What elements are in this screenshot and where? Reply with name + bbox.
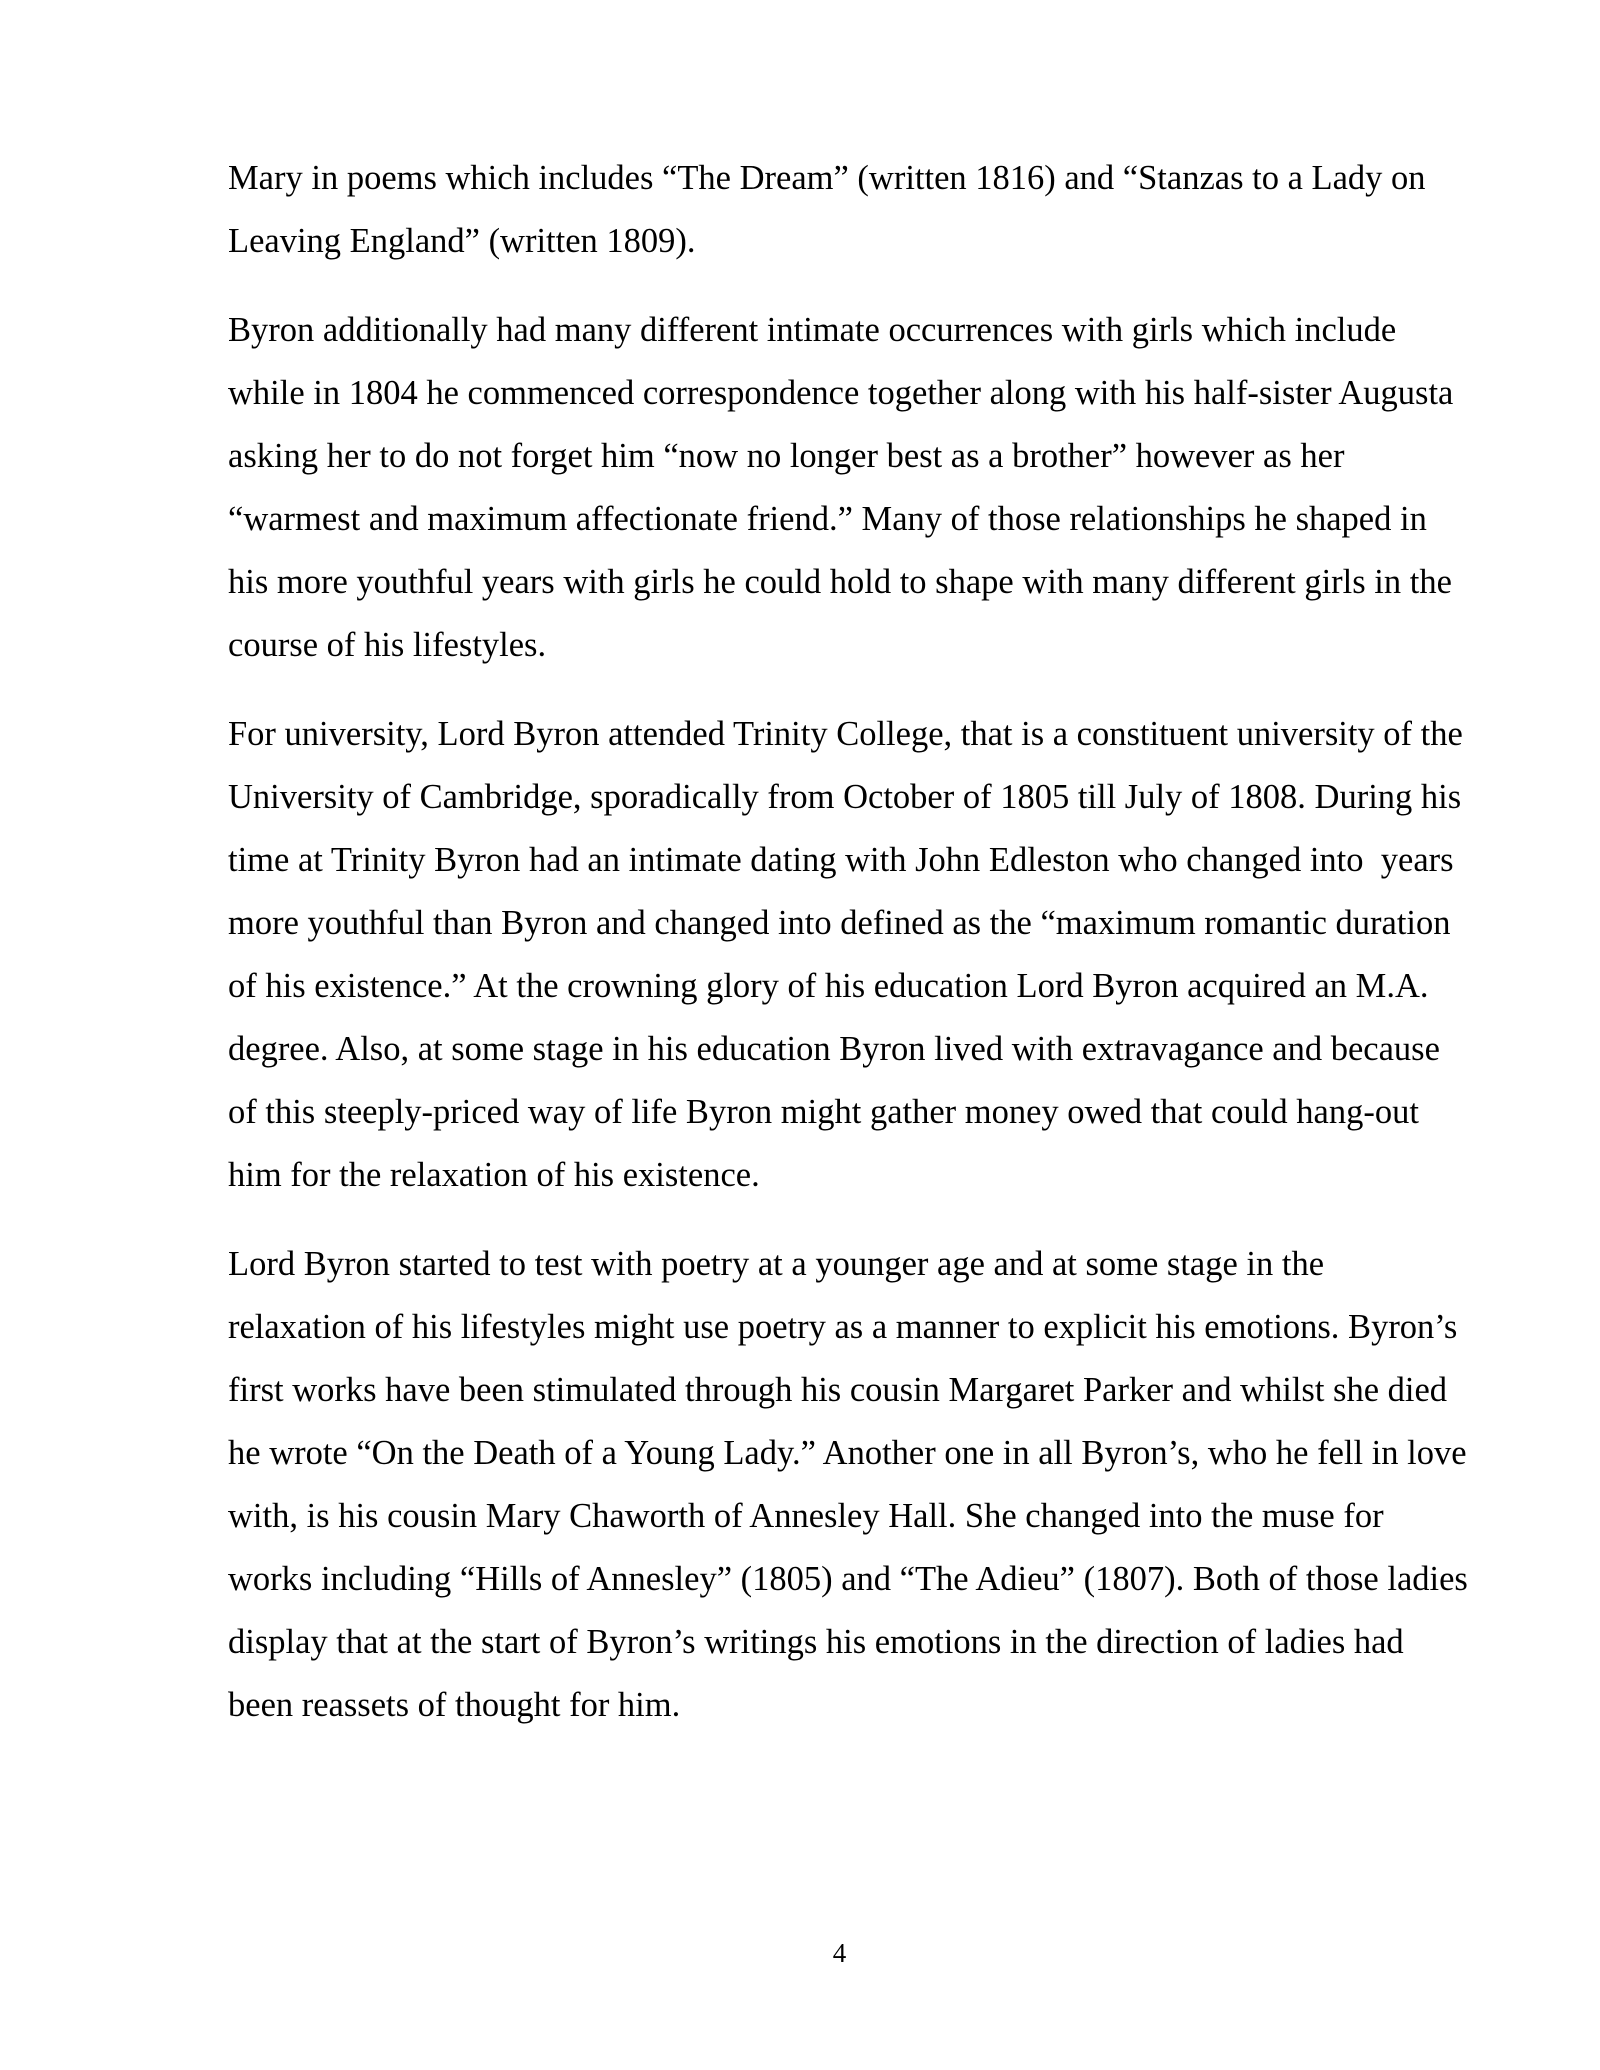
paragraph-1: Mary in poems which includes “The Dream” (written 1816) and “Stanzas to a Lady on Leaving England” (written 1809). xyxy=(228,159,1435,260)
page-number: 4 xyxy=(832,1938,847,1968)
paragraph-4: Lord Byron started to test with poetry at a younger age and at some stage in the relaxation of his lifestyles might use poetry as a manner to explicit his emotions. Byron’s first works have been stimulated through his cousin Margaret Parker and whilst she died he wrote “On the Death of a Young Lady.” Another one in all Byron’s, who he fell in love with, is his cousin Mary Chaworth of Annesley Hall. She changed into the muse for works including “Hills of Annesley” (1805) and “The Adieu” (1807). Both of those ladies display that at the start of Byron’s writings his emotions in the direction of ladies had been reassets of thought for him. xyxy=(228,1245,1477,1724)
paragraph-3: For university, Lord Byron attended Trinity College, that is a constituent university of the University of Cambridge, sporadically from October of 1805 till July of 1808. During his time at Trinity Byron had an intimate dating with John Edleston who changed into years more youthful than Byron and changed into defined as the “maximum romantic duration of his existence.” At the crowning glory of his education Lord Byron acquired an M.A. degree. Also, at some stage in his education Byron lived with extravagance and because of this steeply-priced way of life Byron might gather money owed that could hang-out him for the relaxation of his existence. xyxy=(228,715,1472,1194)
body-text xyxy=(228,147,1477,1763)
paragraph-2: Byron additionally had many different intimate occurrences with girls which include while in 1804 he commenced correspondence together along with his half-sister Augusta asking her to do not forget him “now no longer best as a brother” however as her “warmest and maximum affectionate friend.” Many of those relationships he shaped in his more youthful years with girls he could hold to shape with many different girls in the course of his lifestyles. xyxy=(228,311,1462,664)
